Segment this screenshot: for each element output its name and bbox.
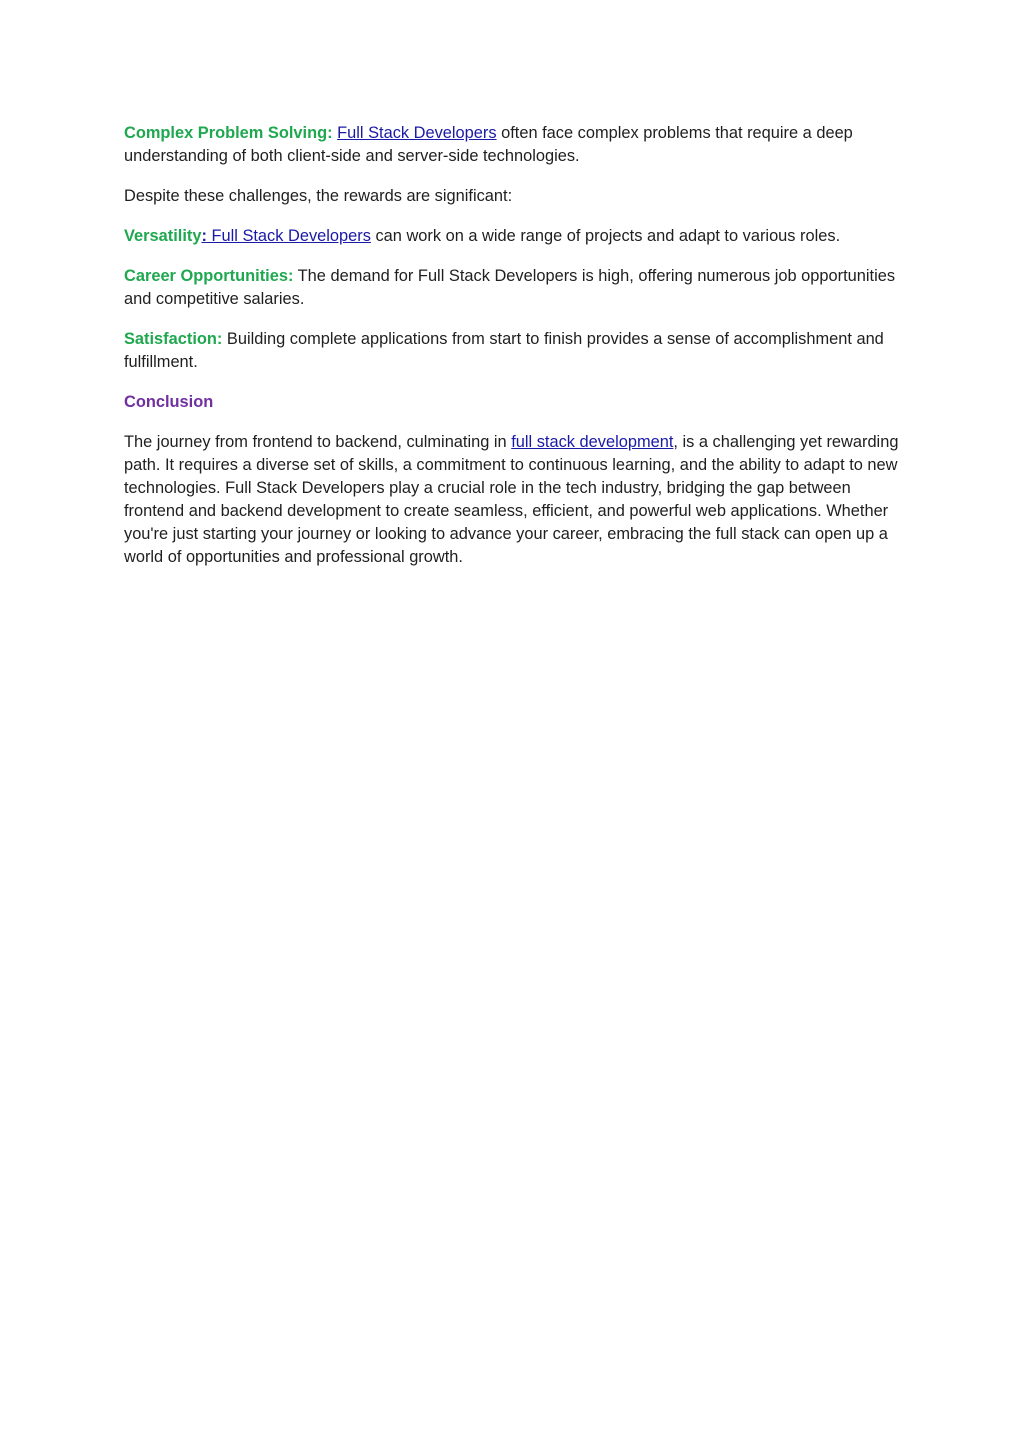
paragraph-career-opportunities: [124, 265, 904, 311]
label-complex-problem-solving: Complex Problem Solving:: [124, 124, 333, 142]
text-complex-problem-solving: often face complex problems that require a deep understanding of both client-side and server-side technologies.: [124, 124, 853, 165]
paragraph-conclusion-heading: [124, 391, 904, 414]
label-satisfaction: Satisfaction:: [124, 330, 223, 348]
text-versatility: can work on a wide range of projects and adapt to various roles.: [370, 227, 841, 245]
paragraph-satisfaction: [124, 328, 904, 374]
text-conclusion-before: The journey from frontend to backend, culminating in: [124, 433, 512, 451]
text-conclusion-after: , is a challenging yet rewarding path. It requires a diverse set of skills, a commitment to continuous learning, and the ability to adapt to new technologies. Full Stack Developers play a crucial role in the tech industry, bridging the gap between frontend and backend development to create seamless, efficient, and powerful web applications. Whether you're just starting your journey or looking to advance your career, embracing the full stack can open up a world of opportunities and professional growth.: [124, 433, 899, 566]
document-body: [124, 122, 904, 586]
paragraph-conclusion: [124, 431, 904, 569]
text-despite: Despite these challenges, the rewards are significant:: [124, 187, 513, 205]
link-full-stack-developers[interactable]: Full Stack Developers: [337, 124, 497, 142]
link-versatility-colon[interactable]: :: [201, 227, 207, 245]
link-full-stack-developers-versatility[interactable]: Full Stack Developers: [206, 227, 371, 245]
paragraph-despite: [124, 185, 904, 208]
paragraph-complex-problem-solving: [124, 122, 904, 168]
text-satisfaction: Building complete applications from start to finish provides a sense of accomplishment and fulfillment.: [124, 330, 884, 371]
label-versatility: Versatility: [124, 227, 202, 245]
paragraph-versatility: [124, 225, 904, 248]
text-career-opportunities: The demand for Full Stack Developers is high, offering numerous job opportunities and competitive salaries.: [124, 267, 896, 308]
link-full-stack-development[interactable]: full stack development: [511, 433, 674, 451]
label-career-opportunities: Career Opportunities:: [124, 267, 294, 285]
heading-conclusion: Conclusion: [124, 393, 214, 411]
